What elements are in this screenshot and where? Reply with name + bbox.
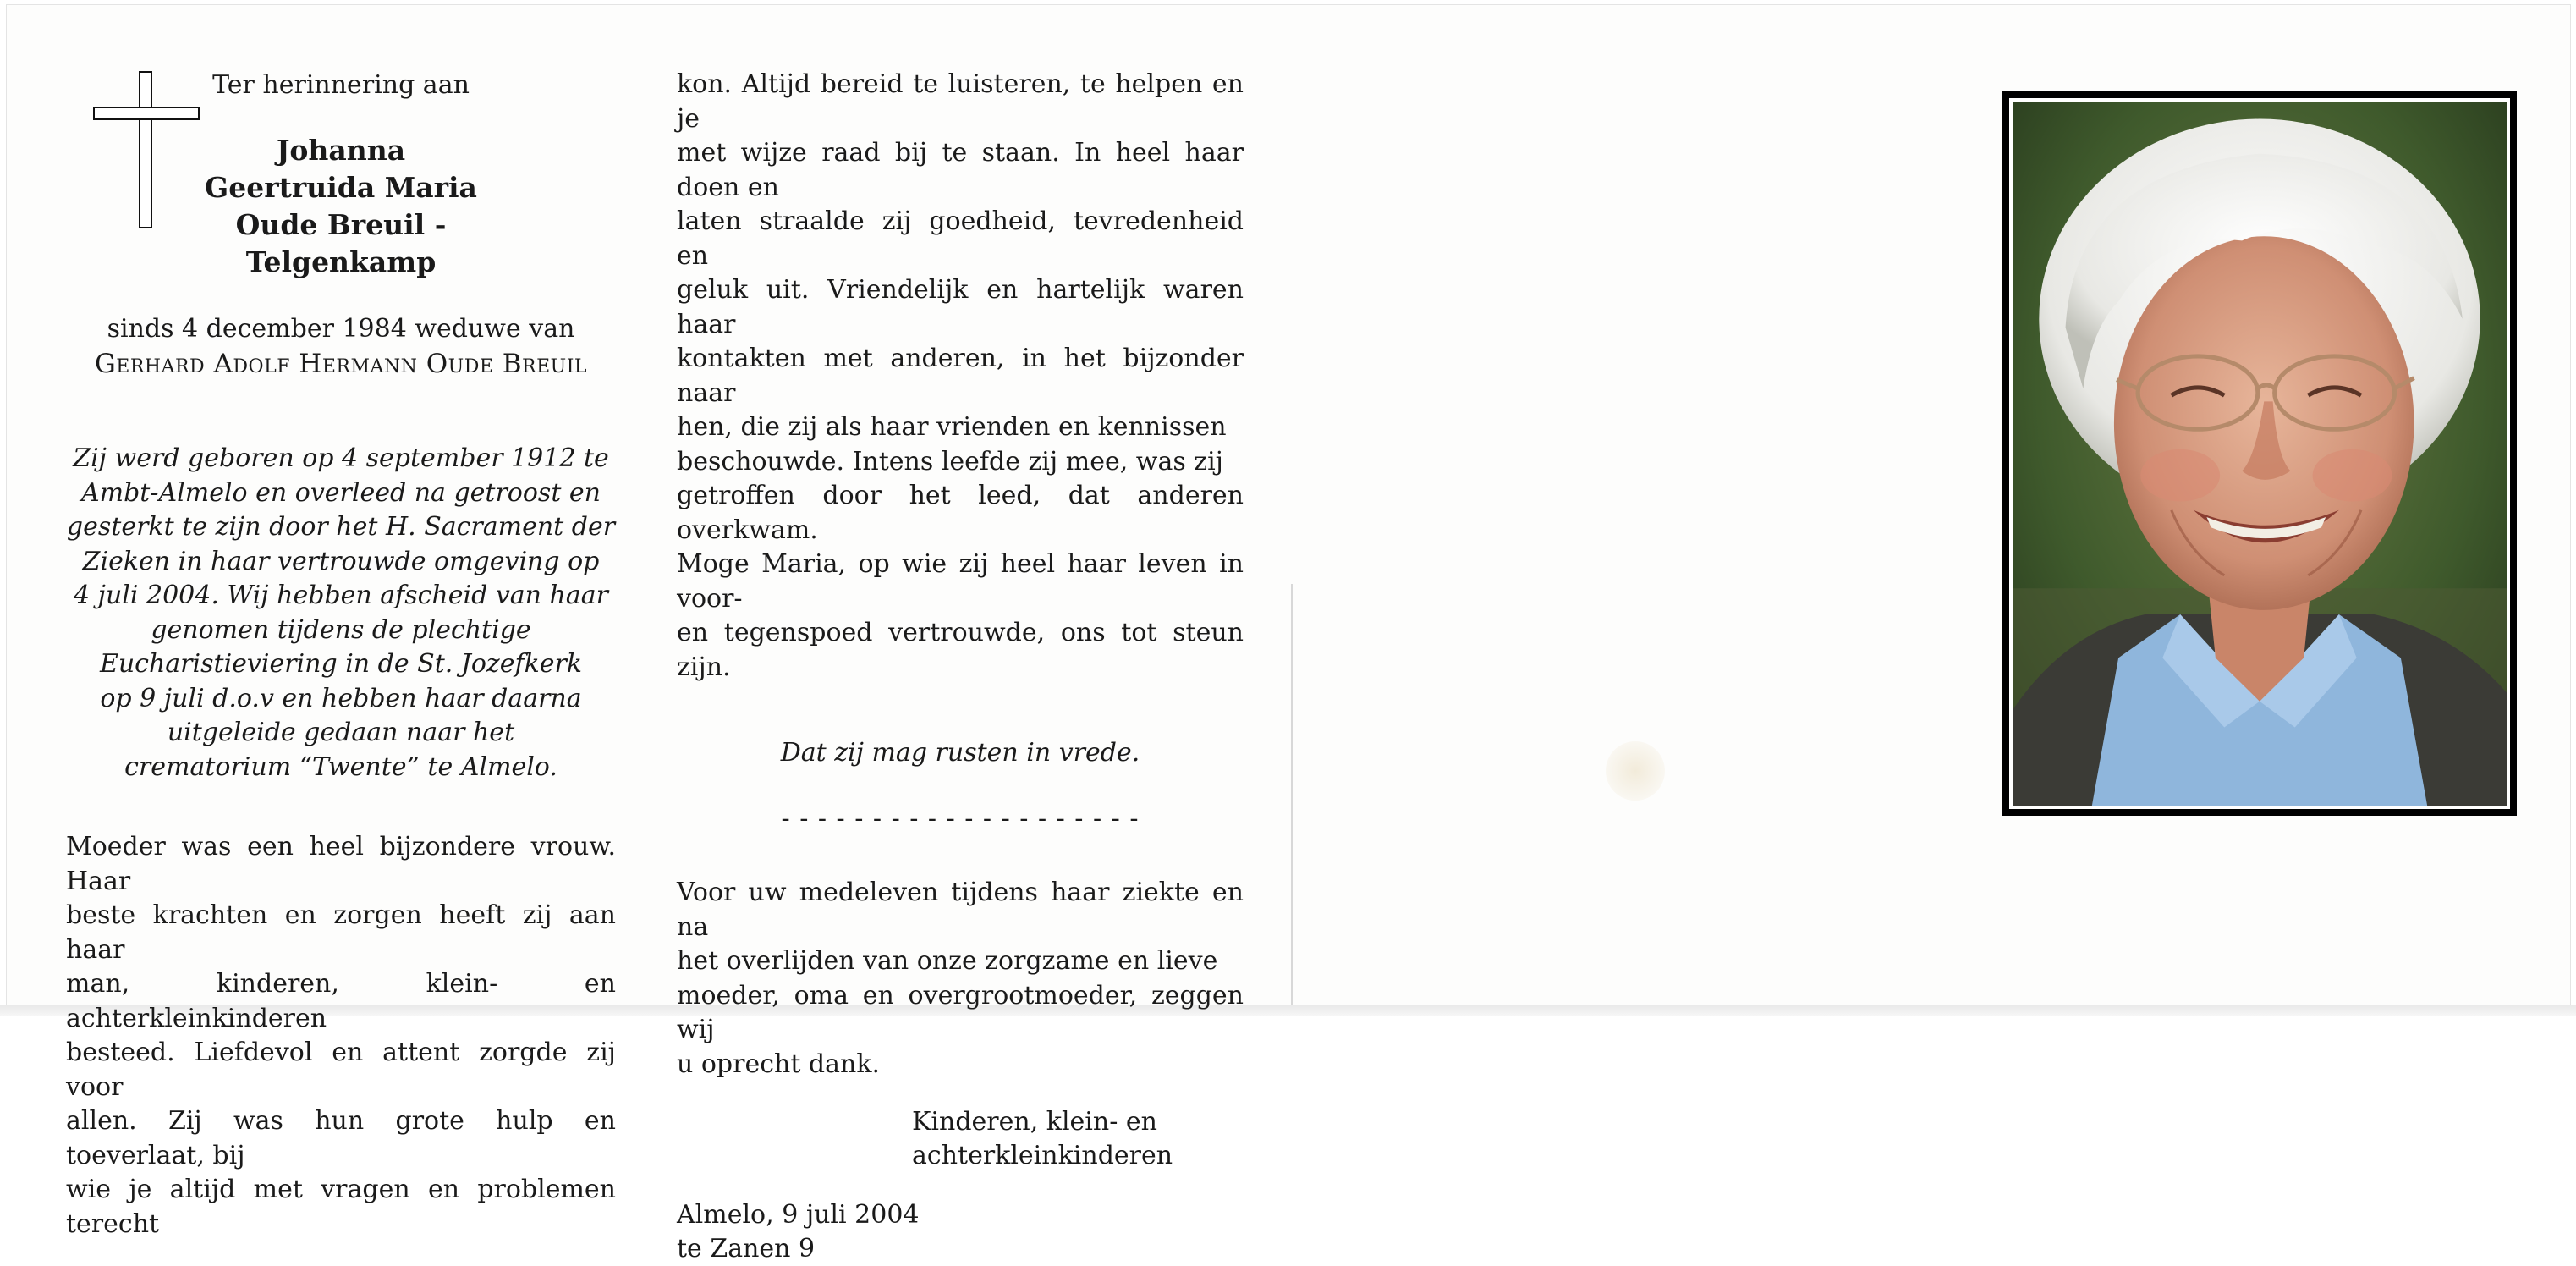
tribute-line: wie je altijd met vragen en problemen terecht bbox=[66, 1175, 616, 1239]
tribute-line: kontakten met anderen, in het bijzonder naar bbox=[677, 344, 1244, 408]
biography-line: crematorium “Twente” te Almelo. bbox=[124, 751, 557, 782]
biography-line: Zij werd geboren op 4 september 1912 te bbox=[73, 443, 609, 473]
biography-line: Zieken in haar vertrouwde omgeving op bbox=[82, 546, 600, 576]
widow-line: sinds 4 december 1984 weduwe van bbox=[107, 314, 575, 344]
tribute-line: kon. Altijd bereid te luisteren, te helpen en je bbox=[677, 69, 1244, 134]
thanks-line: u oprecht dank. bbox=[677, 1049, 881, 1079]
left-column bbox=[66, 68, 616, 1241]
thanks-paragraph bbox=[677, 876, 1244, 1082]
middle-column bbox=[677, 68, 1244, 1266]
thanks-line: Voor uw medeleven tijdens haar ziekte en na bbox=[677, 878, 1244, 942]
biography-line: Ambt-Almelo en overleed na getroost en bbox=[80, 477, 601, 508]
tribute-line: en tegenspoed vertrouwde, ons tot steun zijn. bbox=[677, 618, 1244, 682]
address-line: te Zanen 9 bbox=[677, 1234, 816, 1263]
tribute-line: allen. Zij was hun grote hulp en toeverlaat, bij bbox=[66, 1106, 616, 1170]
tribute-line: man, kinderen, klein- en achterkleinkinderen bbox=[66, 969, 616, 1033]
biography-line: gesterkt te zijn door het H. Sacrament der bbox=[66, 512, 616, 542]
signature-line: Kinderen, klein- en bbox=[912, 1107, 1157, 1137]
tribute-line: getroffen door het leed, dat anderen overkwam. bbox=[677, 481, 1244, 545]
tribute-line: besteed. Liefdevol en attent zorgde zij voor bbox=[66, 1038, 616, 1102]
portrait-photo bbox=[2013, 102, 2507, 806]
biography-line: uitgeleide gedaan naar het bbox=[167, 718, 515, 747]
tribute-line: beste krachten en zorgen heeft zij aan haar bbox=[66, 900, 616, 965]
rest-in-peace-line: Dat zij mag rusten in vrede. bbox=[780, 738, 1140, 768]
biography-line: Eucharistieviering in de St. Jozefkerk bbox=[99, 649, 583, 679]
tribute-line: geluk uit. Vriendelijk en hartelijk waren haar bbox=[677, 275, 1244, 339]
tribute-line: laten straalde zij goedheid, tevredenheid en bbox=[677, 206, 1244, 271]
card-fold-line bbox=[1291, 584, 1293, 1007]
tribute-paragraph bbox=[66, 830, 616, 1241]
tribute-line: Moge Maria, op wie zij heel haar leven in voor- bbox=[677, 549, 1244, 614]
place-date-line: Almelo, 9 juli 2004 bbox=[677, 1200, 920, 1230]
tribute-line: hen, die zij als haar vrienden en kennissen bbox=[677, 412, 1227, 442]
husband-name: Gerhard Adolf Hermann Oude Breuil bbox=[95, 349, 587, 379]
thanks-line: het overlijden van onze zorgzame en lieve bbox=[677, 946, 1218, 976]
signature bbox=[677, 1105, 1244, 1173]
signature-line: achterkleinkinderen bbox=[912, 1141, 1173, 1170]
tribute-continued bbox=[677, 68, 1244, 685]
thanks-line: moeder, oma en overgrootmoeder, zeggen wij bbox=[677, 980, 1244, 1044]
place-and-date bbox=[677, 1198, 1244, 1266]
biography-line: op 9 juli d.o.v en hebben haar daarna bbox=[100, 683, 582, 713]
tribute-line: beschouwde. Intens leefde zij mee, was zij bbox=[677, 446, 1223, 476]
tribute-line: Moeder was een heel bijzondere vrouw. Haar bbox=[66, 832, 616, 896]
biography-line: genomen tijdens de plechtige bbox=[151, 614, 531, 645]
biography-italic bbox=[66, 442, 616, 784]
biography-line: 4 juli 2004. Wij hebben afscheid van haar bbox=[74, 581, 608, 610]
tribute-line: met wijze raad bij te staan. In heel haar doen en bbox=[677, 138, 1244, 202]
elderly-woman-portrait bbox=[2013, 102, 2507, 806]
deceased-name-line2: Oude Breuil - Telgenkamp bbox=[235, 208, 447, 278]
in-memory-text: Ter herinnering aan bbox=[212, 70, 470, 100]
portrait-frame bbox=[2002, 91, 2517, 816]
paper-stain bbox=[1606, 741, 1665, 801]
dashed-divider: - - - - - - - - - - - - - - - - - - - - bbox=[781, 804, 1140, 834]
deceased-name-line1: Johanna Geertruida Maria bbox=[205, 134, 477, 204]
